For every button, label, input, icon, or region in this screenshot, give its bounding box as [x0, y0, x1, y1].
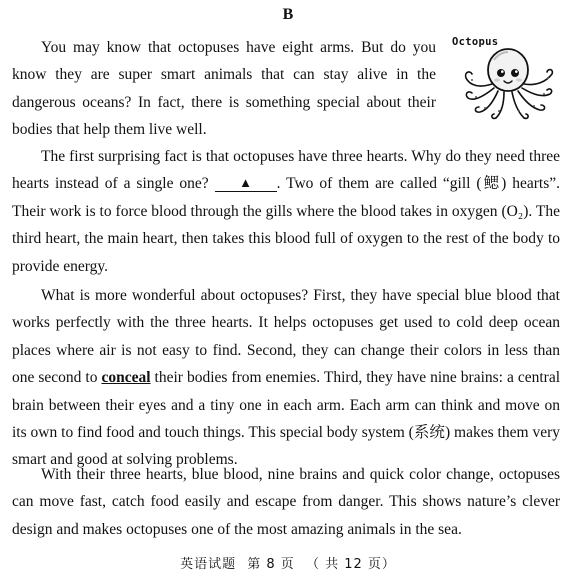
underlined-keyword: conceal — [101, 369, 151, 387]
paragraph-3-text-a: What is more wonderful about octopuses? First, they have special blue blood that works perfectly with the three hearts. It helps octopuses get used to cold deep ocean places where air is not easy to find. Second, they can change their colors in less than one second to — [12, 287, 560, 387]
footer-page-number: 第 8 页 — [247, 557, 295, 572]
paragraph-2-text-b: . Two of them are called “gill (鳃) hearts”. Their work is to force blood through the gills where the blood takes in oxygen (O₂). The third heart, the main heart, then takes this blood full of oxygen to the rest of the body to provide energy. — [12, 175, 561, 275]
footer-total-pages: （ 共 12 页） — [305, 557, 396, 572]
section-heading: B — [282, 6, 294, 23]
paragraph-4 — [12, 461, 560, 543]
footer-subject: 英语试题 — [180, 557, 237, 572]
paragraph-2 — [12, 143, 560, 280]
octopus-cartoon-icon — [452, 36, 564, 122]
page-footer — [0, 553, 576, 572]
paragraph-1-text: You may know that octopuses have eight arms. But do you know they are super smart animals that can stay alive in the dangerous oceans? In fact, there is something special about their bodies that help them live well. — [12, 39, 436, 139]
answer-blank[interactable] — [215, 175, 277, 192]
paragraph-3 — [12, 282, 560, 474]
triangle-marker-icon: ▲ — [239, 175, 253, 191]
octopus-illustration — [452, 36, 564, 122]
octopus-label: Octopus — [452, 36, 499, 48]
paragraph-1 — [12, 34, 436, 144]
paragraph-2-text-a: The first surprising fact is that octopuses have three hearts. Why do they need three hearts instead of a single one? — [12, 148, 560, 193]
paragraph-3-text-b: their bodies from enemies. Third, they have nine brains: a central brain between their eyes and a tiny one in each arm. Each arm can think and move on its own to find food and touch things. This special body system (系统) makes them very smart and good at solving problems. — [12, 369, 561, 469]
paragraph-4-text: With their three hearts, blue blood, nine brains and quick color change, octopuses can move fast, catch food easily and escape from danger. This shows nature’s clever design and makes octopuses one of the most amazing animals in the sea. — [12, 466, 560, 538]
